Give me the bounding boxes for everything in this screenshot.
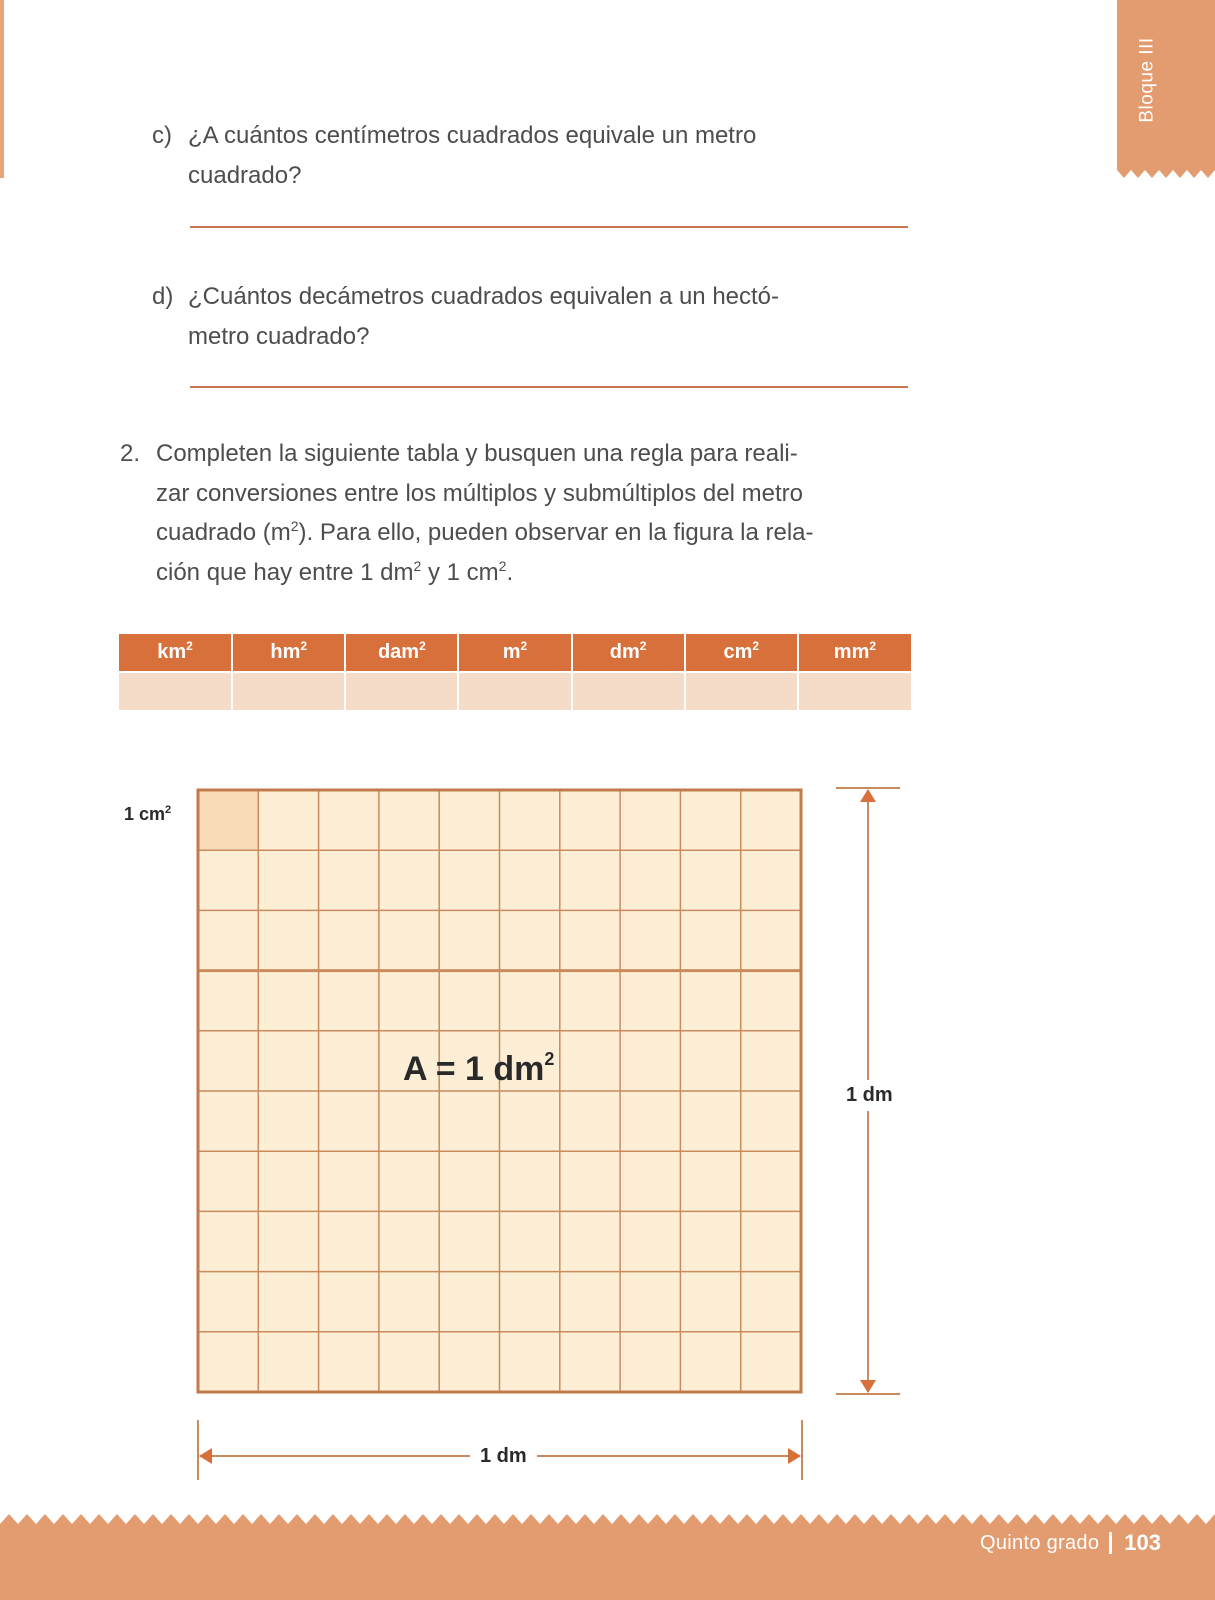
line-4-text-a: ción que hay entre 1 dm — [156, 558, 414, 586]
answer-cell-dm2[interactable] — [572, 672, 685, 710]
answer-cell-km2[interactable] — [119, 672, 232, 710]
line-4-superscript-2: 2 — [498, 557, 507, 574]
header-m2: $m^2$ — [458, 634, 571, 672]
header-km2: $km^2$ — [119, 634, 232, 672]
answer-cell-m2[interactable] — [458, 672, 571, 710]
header-dam2: dam$^2$ — [345, 634, 458, 672]
height-label: 1 dm — [846, 1080, 893, 1111]
question-d-label: d) — [152, 283, 174, 310]
answer-line-c[interactable] — [190, 226, 908, 228]
line-3-superscript: 2 — [290, 518, 299, 534]
header-cm2: $cm^2$ — [685, 634, 798, 672]
block-tab-label: Bloque III — [1137, 37, 1158, 123]
units-conversion-table — [119, 634, 911, 710]
exercise-2-line-3 — [156, 513, 814, 553]
question-c-line-1: ¿A cuántos centímetros cuadrados equivale un metro — [188, 122, 757, 149]
header-dm2: $dm^2$ — [572, 634, 685, 672]
question-c-line-2: cuadrado? — [188, 162, 302, 189]
cm2-label: 1 $cm^2$ — [124, 804, 172, 824]
width-label: 1 dm — [470, 1445, 537, 1468]
answer-cell-hm2[interactable] — [232, 672, 345, 710]
square-decimeter-grid — [196, 788, 803, 1394]
question-c — [152, 116, 912, 196]
answer-cell-cm2[interactable] — [685, 672, 798, 710]
footer-info — [980, 1527, 1161, 1559]
units-answer-row — [119, 672, 911, 710]
answer-cell-mm2[interactable] — [798, 672, 911, 710]
line-3-text-a: cuadrado (m — [156, 519, 291, 546]
answer-cell-dam2[interactable] — [345, 672, 458, 710]
page-number: 103 — [1124, 1530, 1161, 1555]
line-4-text-b: y 1 cm — [421, 558, 499, 586]
question-d — [152, 277, 912, 357]
line-4-text-c: . — [506, 558, 514, 586]
exercise-2-line-4 — [156, 553, 513, 593]
exercise-2-line-1: Completen la siguiente tabla y busquen una regla para reali- — [156, 440, 798, 467]
area-label: A = 1 $dm^2$ — [403, 1049, 555, 1088]
units-header-row — [119, 634, 911, 672]
exercise-2-number: 2. — [120, 440, 141, 467]
highlighted-cm2-cell — [198, 790, 258, 850]
question-c-label: c) — [152, 122, 172, 149]
question-d-line-2: metro cuadrado? — [188, 323, 370, 350]
question-d-line-1: ¿Cuántos decámetros cuadrados equivalen a un hectó- — [188, 283, 780, 310]
footer-separator — [1109, 1532, 1112, 1554]
line-4-superscript-1: 2 — [413, 557, 422, 574]
block-tab-label-wrap — [1117, 0, 1179, 160]
left-margin-rule — [0, 0, 4, 178]
header-hm2: $hm^2$ — [232, 634, 345, 672]
exercise-2-line-2: zar conversiones entre los múltiplos y submúltiplos del metro — [156, 479, 803, 507]
header-mm2: $mm^2$ — [798, 634, 911, 672]
footer-grade: Quinto grado — [980, 1531, 1100, 1554]
answer-line-d[interactable] — [190, 386, 908, 388]
tab-zigzag-edge — [1117, 160, 1215, 180]
line-3-text-b: ). Para ello, pueden observar en la figura la rela- — [298, 519, 814, 546]
